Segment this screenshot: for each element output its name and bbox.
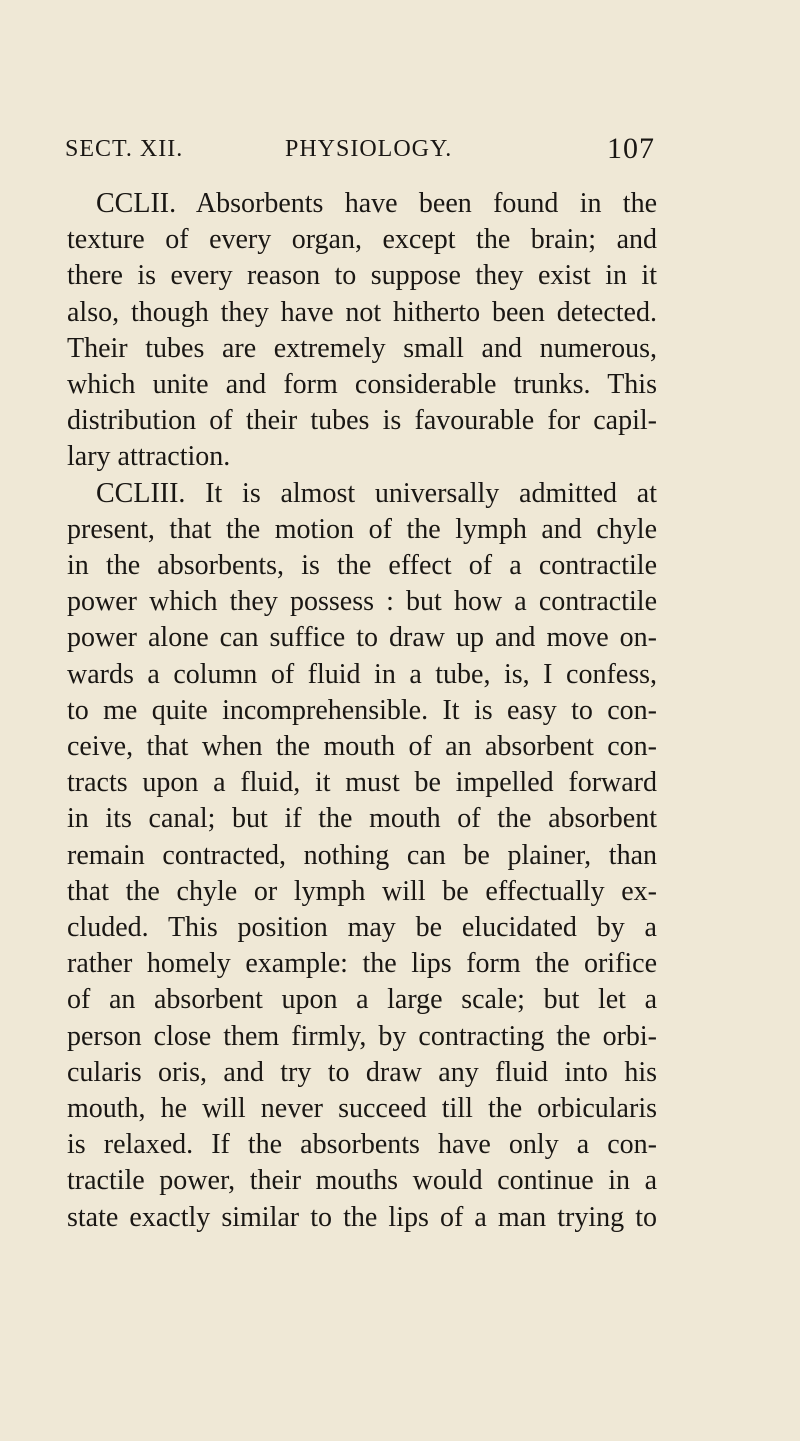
page-number: 107 [607, 132, 655, 165]
text-line: to me quite incomprehensible. It is easy to con- [67, 694, 657, 726]
paragraph-cclii [67, 186, 657, 476]
text-line: which unite and form considerable trunks. This [67, 369, 657, 401]
text-line: of an absorbent upon a large scale; but let a [67, 984, 657, 1016]
text-line: distribution of their tubes is favourable for capil- [67, 405, 657, 437]
text-line: also, though they have not hitherto been detected. [67, 296, 657, 328]
body-text [67, 186, 657, 1236]
text-line: cularis oris, and try to draw any fluid into his [67, 1056, 657, 1088]
text-line: person close them firmly, by contracting the orbi- [67, 1020, 657, 1052]
text-line: remain contracted, nothing can be plainer, than [67, 839, 657, 871]
text-line: mouth, he will never succeed till the orbicularis [67, 1093, 657, 1125]
text-line: power which they possess : but how a contractile [67, 586, 657, 618]
text-line: tracts upon a fluid, it must be impelled forward [67, 767, 657, 799]
text-line: power alone can suffice to draw up and move on- [67, 622, 657, 654]
text-line: cluded. This position may be elucidated by a [67, 912, 657, 944]
text-line: there is every reason to suppose they exist in it [67, 260, 657, 292]
text-line: is relaxed. If the absorbents have only a con- [67, 1129, 657, 1161]
text-line: tractile power, their mouths would continue in a [67, 1165, 657, 1197]
text-line: in its canal; but if the mouth of the absorbent [67, 803, 657, 835]
text-line: CCLII. Absorbents have been found in the [96, 188, 657, 219]
section-label: SECT. XII. [65, 136, 184, 162]
text-line: present, that the motion of the lymph and chyle [67, 513, 657, 545]
text-line: that the chyle or lymph will be effectually ex- [67, 875, 657, 907]
running-header [65, 132, 655, 170]
text-line: CCLIII. It is almost universally admitted at [96, 477, 657, 509]
text-line: in the absorbents, is the effect of a contractile [67, 550, 657, 582]
text-line: texture of every organ, except the brain; and [67, 224, 657, 256]
text-line: lary attraction. [67, 441, 231, 473]
text-line: wards a column of fluid in a tube, is, I confess, [67, 658, 657, 690]
text-line: state exactly similar to the lips of a man trying to [67, 1201, 657, 1233]
text-line: ceive, that when the mouth of an absorbent con- [67, 731, 657, 763]
paragraph-ccliii [67, 476, 657, 1236]
running-title: PHYSIOLOGY. [285, 136, 453, 162]
text-line: rather homely example: the lips form the orifice [67, 948, 657, 980]
text-line: Their tubes are extremely small and numerous, [67, 332, 657, 364]
